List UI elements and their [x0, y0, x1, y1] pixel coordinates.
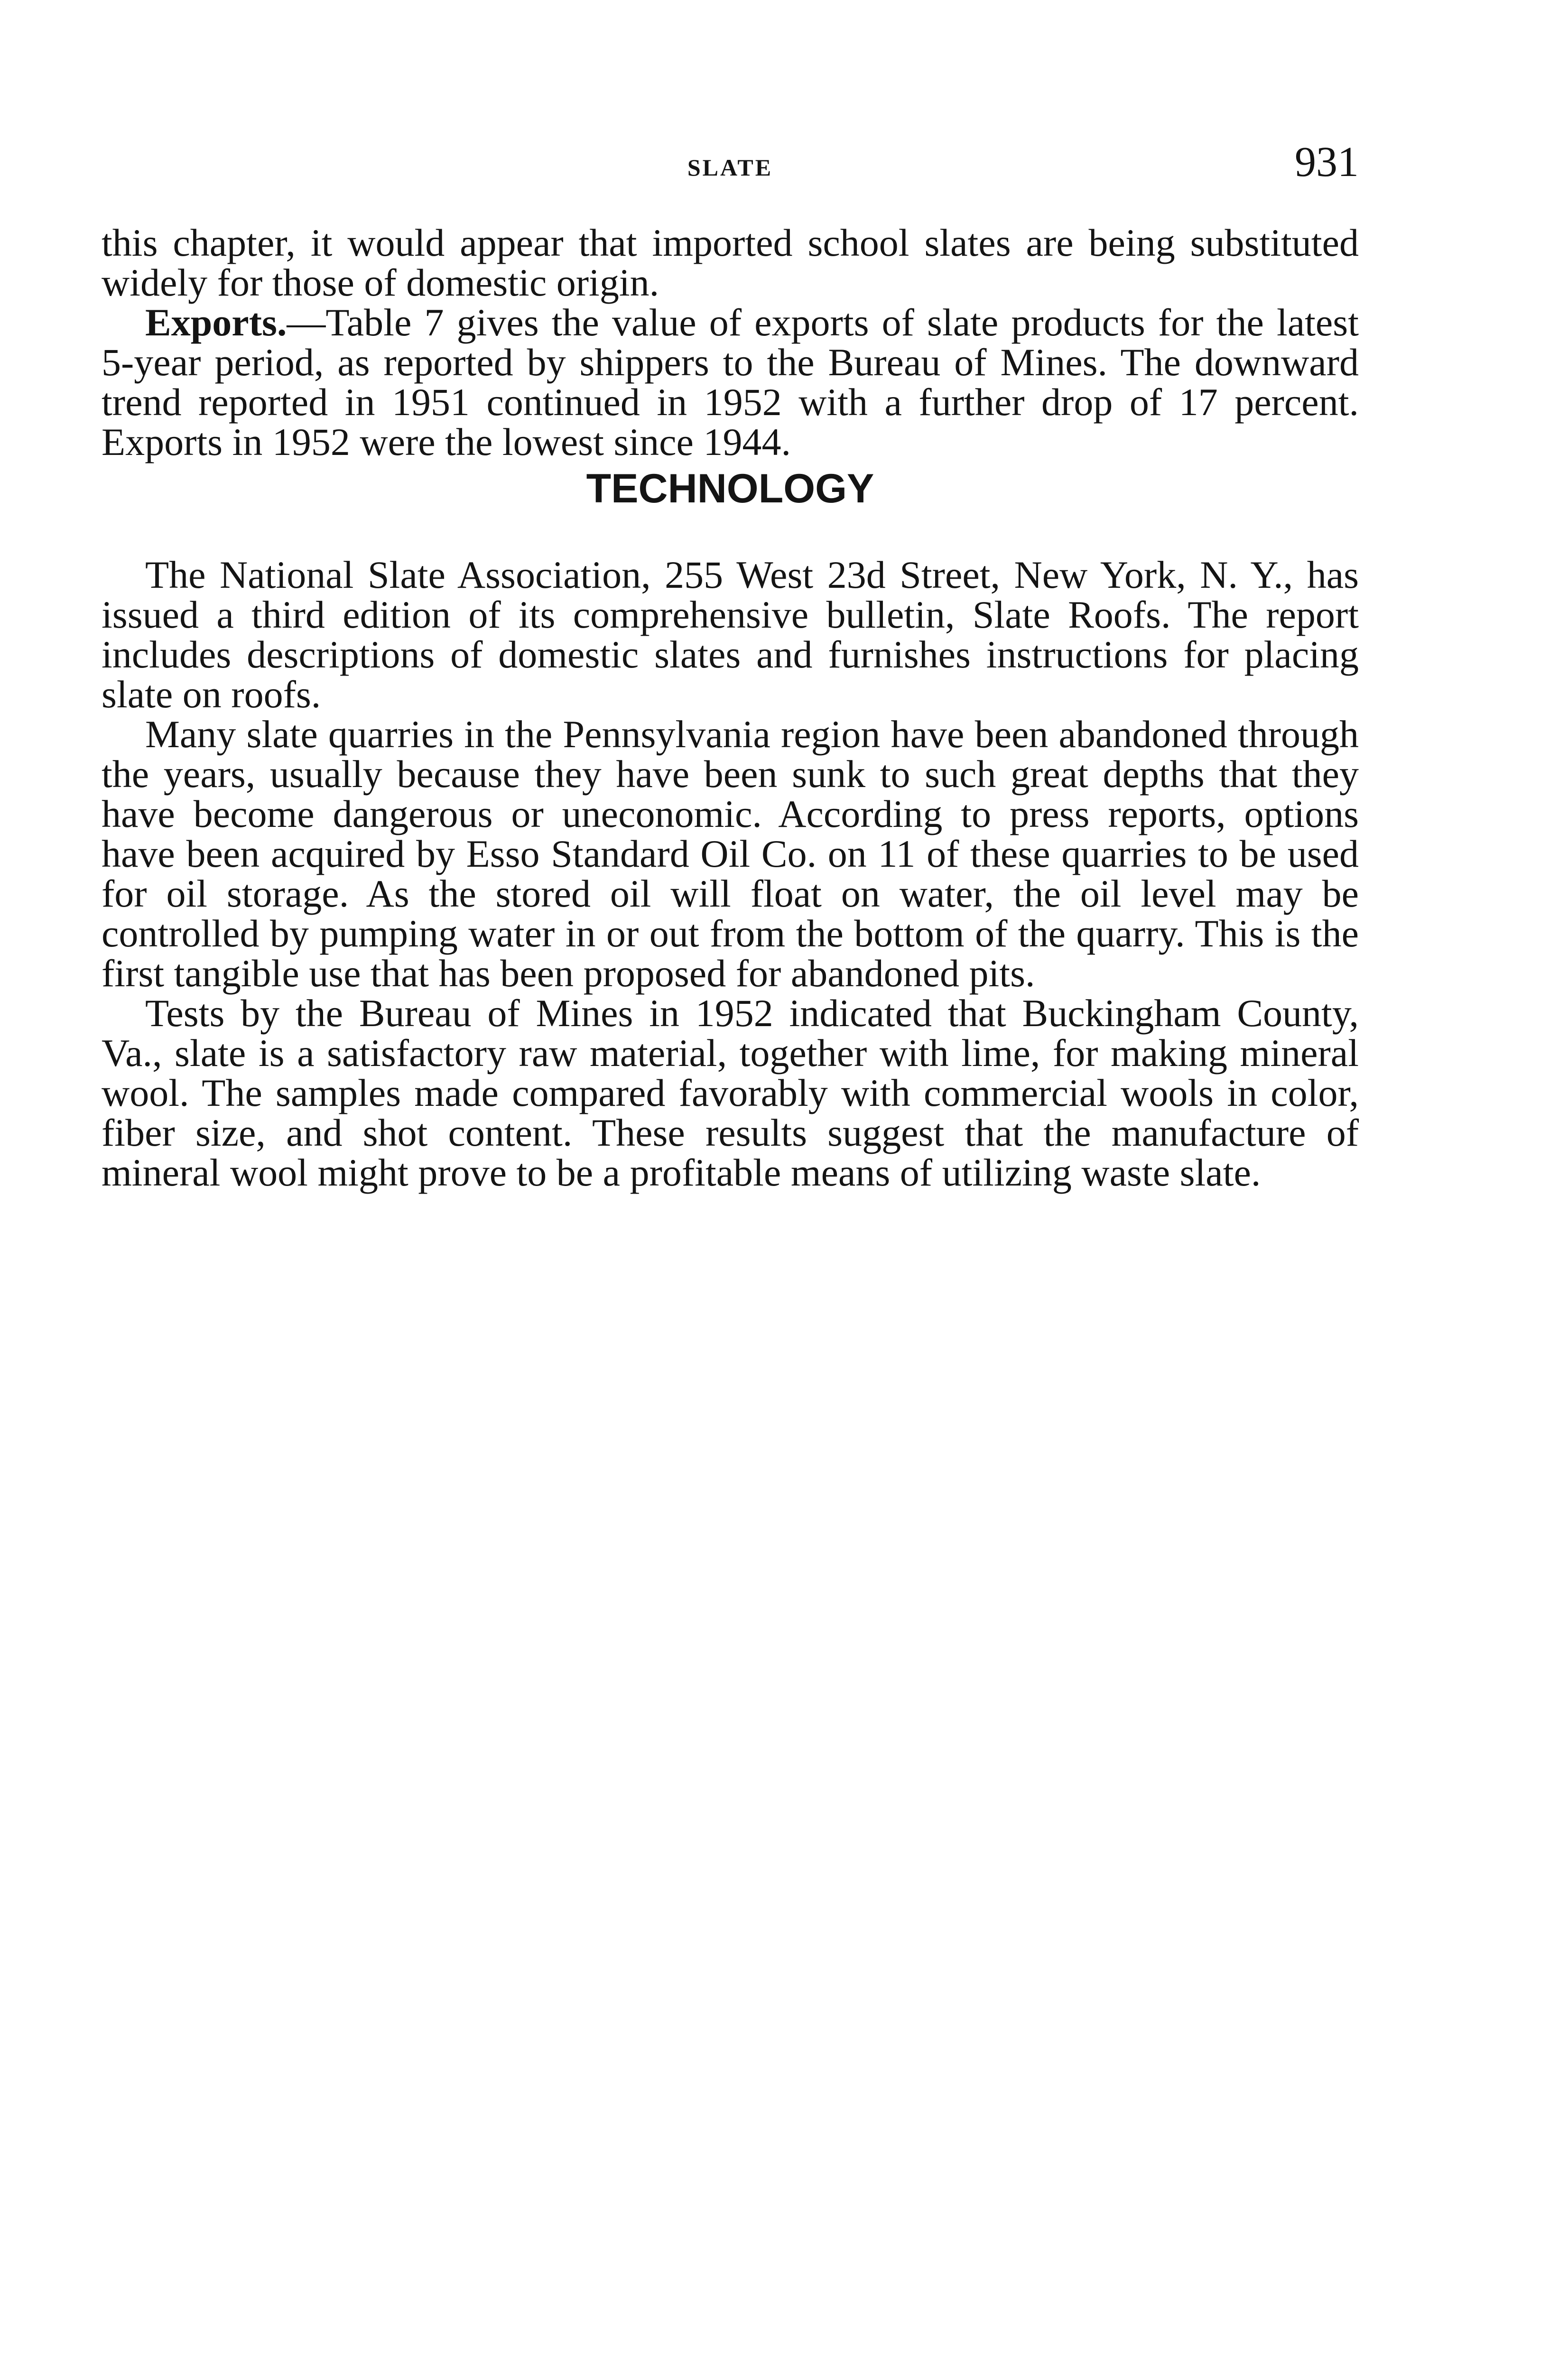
paragraph-continuation: this chapter, it would appear that imported school slates are being substituted widely for those of domestic origin.	[102, 221, 1359, 304]
paragraph-mineral-wool-tests: Tests by the Bureau of Mines in 1952 indicated that Buckingham County, Va., slate is a satisfactory raw material, together with lime, for making mineral wool. The samples made compared favorably with commercial wools in color, fiber size, and shot content. These results suggest that the manufacture of mineral wool might prove to be a profitable means of utilizing waste slate.	[102, 991, 1359, 1194]
paragraph-quarries: Many slate quarries in the Pennsylvania region have been abandoned through the years, usually because they have been sunk to such great depths that they have become dangerous or uneconomic. According to press reports, options have been acquired by Esso Standard Oil Co. on 11 of these quarries to be used for oil storage. As the stored oil will float on water, the oil level may be controlled by pumping water in or out from the bottom of the quarry. This is the first tangible use that has been proposed for abandoned pits.	[102, 713, 1359, 995]
exports-text: —Table 7 gives the value of exports of slate products for the latest 5-year period, as reported by shippers to the Bureau of Mines. The downward trend reported in 1951 continued in 1952 with a further drop of 17 percent. Exports in 1952 were the lowest since 1944.	[102, 301, 1359, 463]
paragraph-exports	[102, 303, 1359, 462]
running-title: SLATE	[687, 154, 773, 181]
exports-run-in-heading: Exports.	[145, 301, 287, 344]
running-head	[102, 138, 1359, 195]
body-text	[102, 223, 1359, 1193]
paragraph-slate-association: The National Slate Association, 255 West 23d Street, New York, N. Y., has issued a third edition of its comprehensive bulletin, Slate Roofs. The report includes descriptions of domestic slates and furnishes instructions for placing slate on roofs.	[102, 553, 1359, 716]
section-heading-technology: TECHNOLOGY	[586, 466, 874, 511]
page-number: 931	[1295, 139, 1359, 185]
